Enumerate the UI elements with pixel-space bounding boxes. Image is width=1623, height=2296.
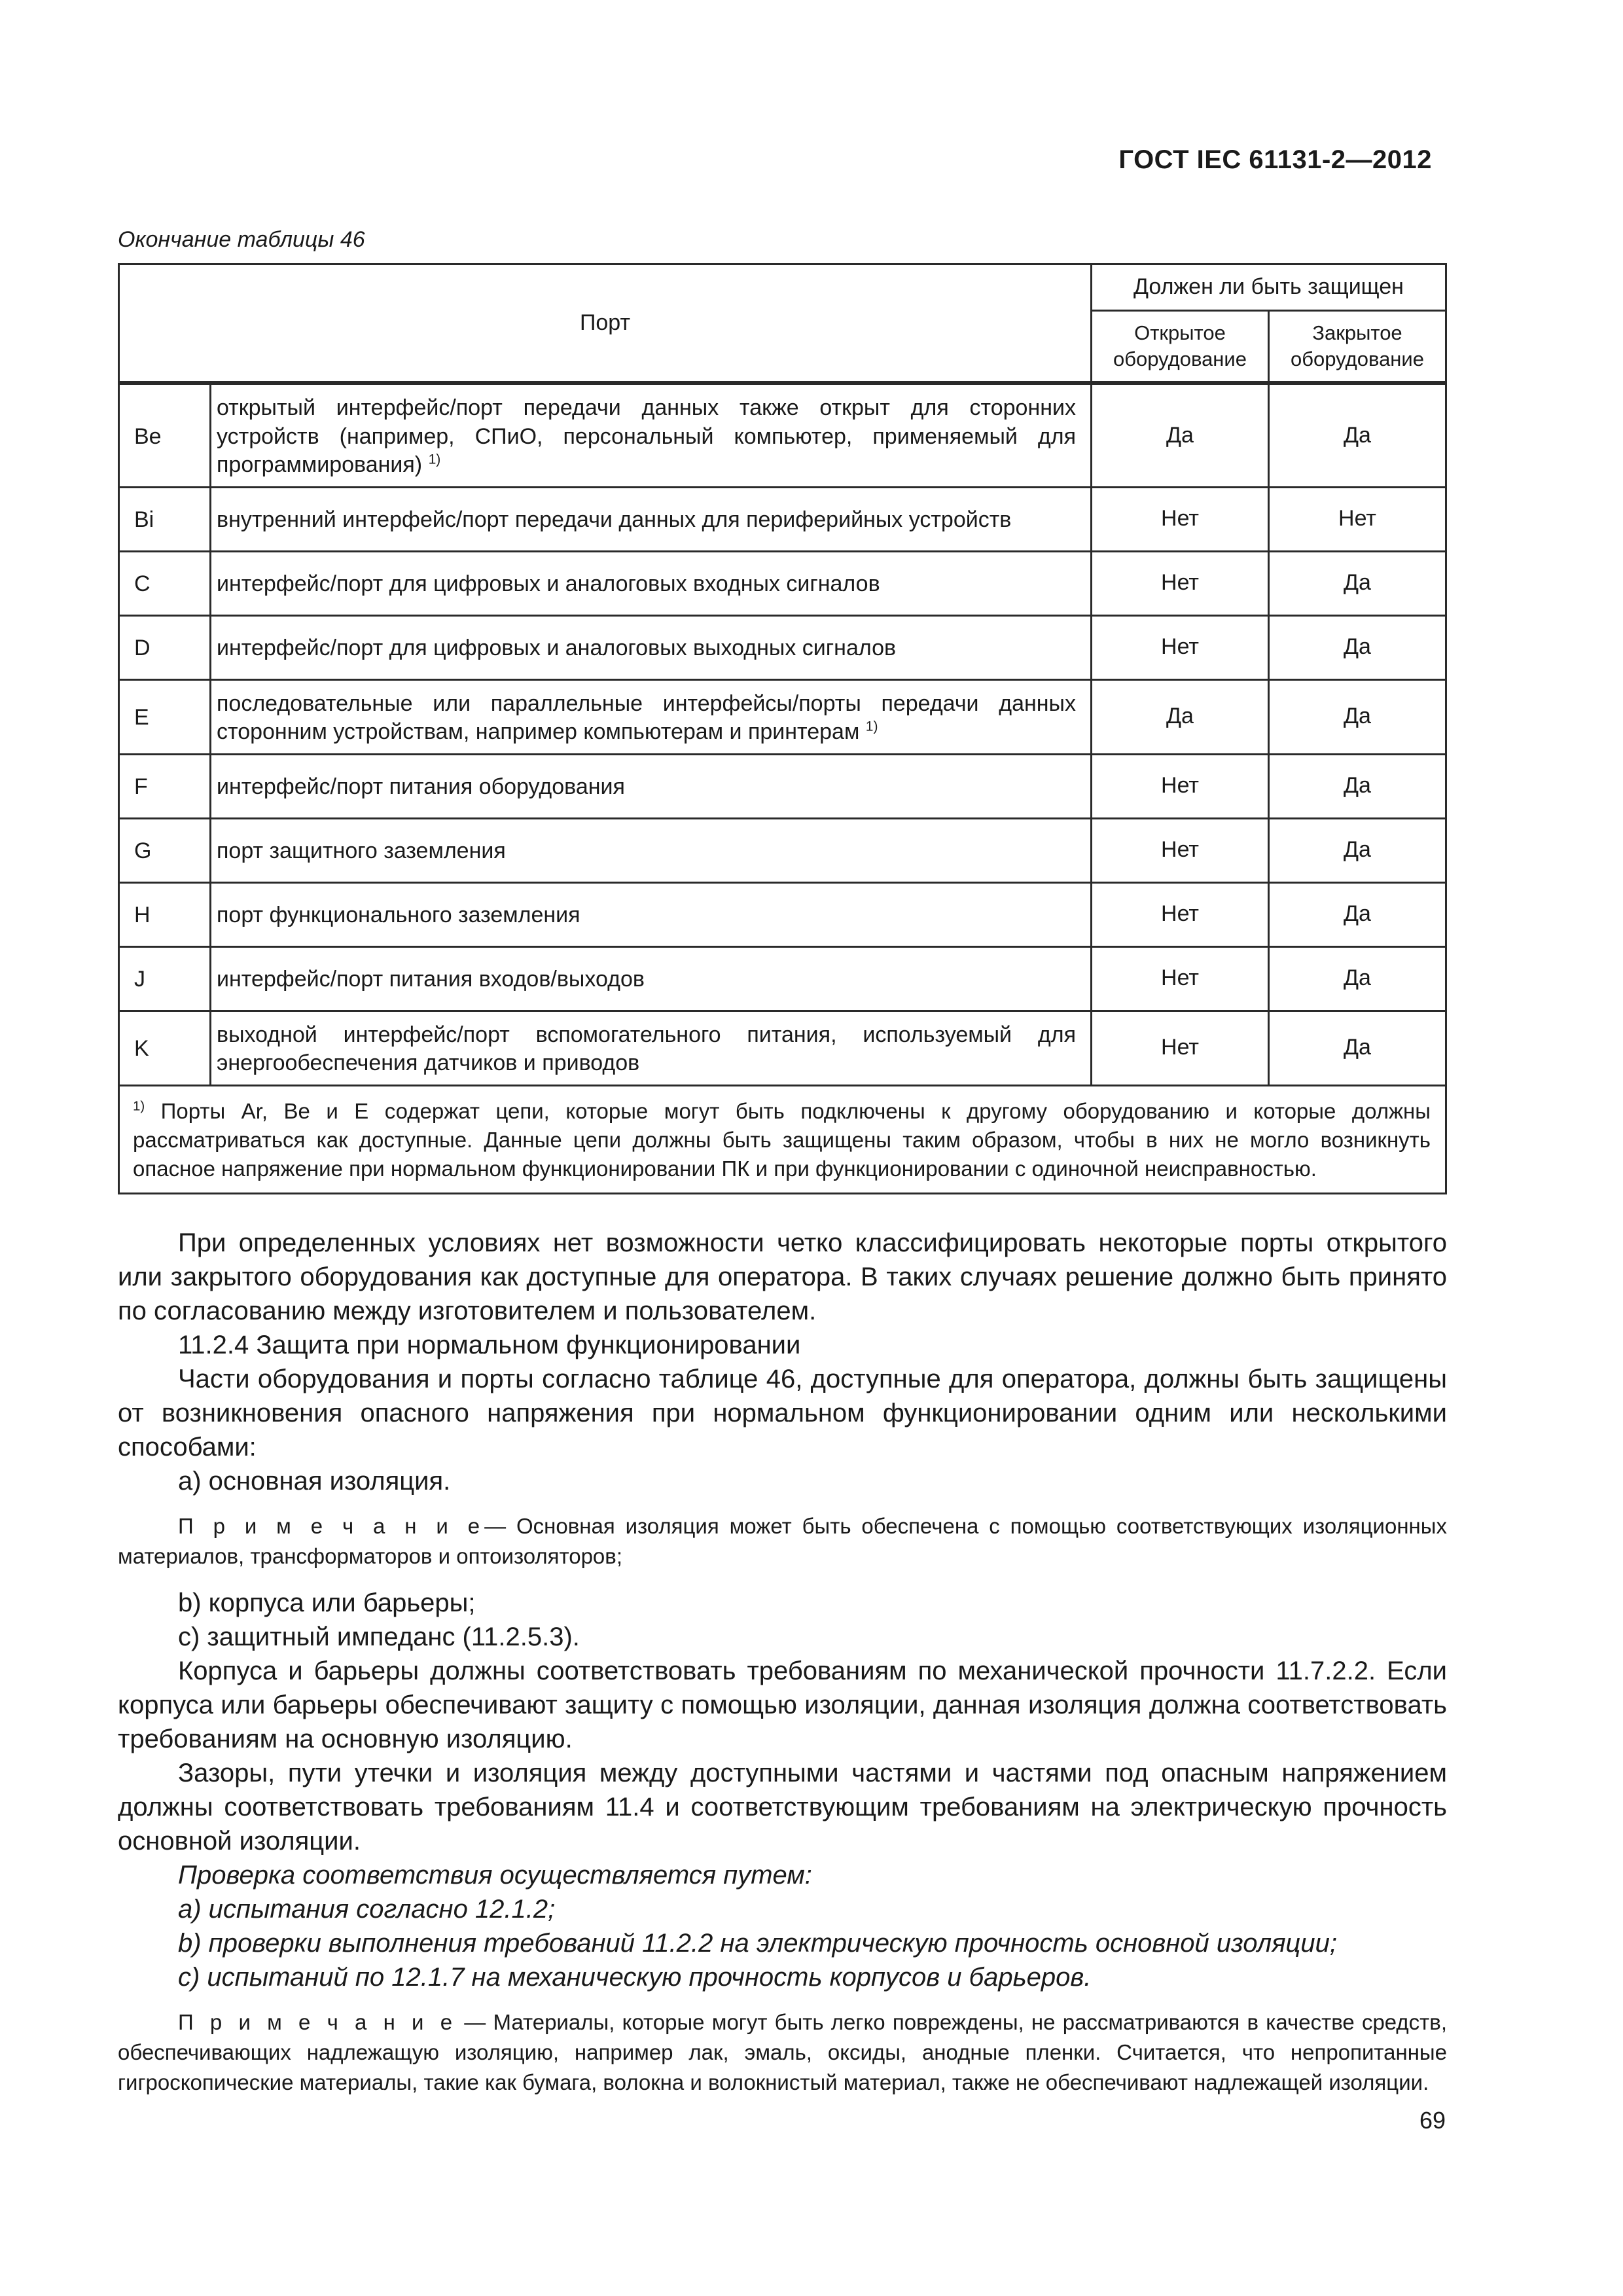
- port-description: [211, 818, 1092, 882]
- footnote-mark: 1): [133, 1098, 145, 1114]
- table-row: [119, 383, 1446, 487]
- open-equipment-value: Нет: [1092, 487, 1269, 551]
- port-description: [211, 679, 1092, 754]
- port-code: D: [119, 615, 211, 679]
- closed-equipment-value: Нет: [1269, 487, 1446, 551]
- list-item-b: b) корпуса или барьеры;: [178, 1588, 476, 1617]
- list-item-c: c) защитный импеданс (11.2.5.3).: [178, 1623, 580, 1651]
- port-description: [211, 551, 1092, 615]
- footnote-ref: 1): [865, 719, 878, 734]
- closed-equipment-value: Да: [1269, 754, 1446, 818]
- port-description-text: внутренний интерфейс/порт передачи данных для периферийных устройств: [217, 507, 1012, 533]
- closed-equipment-value: Да: [1269, 551, 1446, 615]
- closed-equipment-value: Да: [1269, 1011, 1446, 1085]
- compliance-item-c: c) испытаний по 12.1.7 на механическую прочность корпусов и барьеров.: [178, 1963, 1092, 1992]
- compliance-item-b: b) проверки выполнения требований 11.2.2 на электрическую прочность основной изоляции;: [178, 1929, 1338, 1958]
- column-header-closed-equipment: Закрытое оборудование: [1269, 311, 1446, 384]
- port-code: J: [119, 946, 211, 1011]
- port-description-text: интерфейс/порт для цифровых и аналоговых входных сигналов: [217, 571, 880, 597]
- port-description-text: порт функционального заземления: [217, 903, 580, 928]
- compliance-heading: Проверка соответствия осуществляется путем:: [178, 1861, 812, 1890]
- port-description: [211, 1011, 1092, 1085]
- port-description-text: порт защитного заземления: [217, 838, 506, 864]
- table-row: [119, 818, 1446, 882]
- port-code: K: [119, 1011, 211, 1085]
- compliance-item-a: а) испытания согласно 12.1.2;: [178, 1895, 556, 1924]
- standard-designation: ГОСТ IEC 61131-2—2012: [1118, 145, 1432, 174]
- closed-equipment-value: Да: [1269, 818, 1446, 882]
- port-description: [211, 615, 1092, 679]
- paragraph-protection: Части оборудования и порты согласно таблице 46, доступные для оператора, должны быть защищены от возникновения опасного напряжения при нормальном функционировании одним или несколькими способами:: [118, 1365, 1447, 1462]
- page-number: 69: [1419, 2107, 1446, 2134]
- table-footnote: [119, 1085, 1446, 1194]
- port-description: [211, 487, 1092, 551]
- port-code: C: [119, 551, 211, 615]
- port-code: Bi: [119, 487, 211, 551]
- open-equipment-value: Нет: [1092, 615, 1269, 679]
- table-row: [119, 679, 1446, 754]
- port-description-text: интерфейс/порт для цифровых и аналоговых выходных сигналов: [217, 636, 897, 661]
- closed-equipment-value: Да: [1269, 679, 1446, 754]
- open-equipment-value: Нет: [1092, 551, 1269, 615]
- port-description: [211, 754, 1092, 818]
- port-description-text: открытый интерфейс/порт передачи данных также открыт для сторонних устройств (например, СПиО, персональный компьютер, применяемый для программирования): [217, 395, 1076, 478]
- port-description: [211, 383, 1092, 487]
- note-label: П р и м е ч а н и е: [178, 1514, 485, 1538]
- table-row: [119, 882, 1446, 946]
- open-equipment-value: Нет: [1092, 882, 1269, 946]
- port-description: [211, 946, 1092, 1011]
- table-row: [119, 615, 1446, 679]
- paragraph-classification: При определенных условиях нет возможности четко классифицировать некоторые порты открытого или закрытого оборудования как доступные для оператора. В таких случаях решение должно быть принято по согласованию между изготовителем и пользователем.: [118, 1229, 1447, 1325]
- port-description-text: последовательные или параллельные интерфейсы/порты передачи данных сторонним устройствам, например компьютерам и принтерам: [217, 691, 1076, 745]
- port-code: H: [119, 882, 211, 946]
- note-insulation: [118, 1511, 1447, 1571]
- table-row: [119, 487, 1446, 551]
- table-row: [119, 1011, 1446, 1085]
- open-equipment-value: Нет: [1092, 946, 1269, 1011]
- port-code: E: [119, 679, 211, 754]
- table-row: [119, 551, 1446, 615]
- note-label: П р и м е ч а н и е: [178, 2010, 457, 2034]
- list-item-a: а) основная изоляция.: [178, 1467, 451, 1496]
- footnote-ref: 1): [428, 452, 441, 467]
- table-row: [119, 754, 1446, 818]
- footnote-text: Порты Ar, Be и E содержат цепи, которые могут быть подключены к другому оборудованию и которые должны рассматриваться как доступные. Данные цепи должны быть защищены таким образом, чтобы в них не могло возникнуть опасное напряжение при нормальном функционировании ПК и при функционировании с одиночной неисправностью.: [133, 1098, 1431, 1181]
- paragraph-enclosures: Корпуса и барьеры должны соответствовать требованиям по механической прочности 11.7.2.2. Если корпуса или барьеры обеспечивают защиту с помощью изоляции, данная изоляция должна соответствовать требованиям на основную изоляцию.: [118, 1657, 1447, 1753]
- port-description-text: интерфейс/порт питания оборудования: [217, 774, 625, 800]
- closed-equipment-value: Да: [1269, 615, 1446, 679]
- note-text: — Материалы, которые могут быть легко повреждены, не рассматриваются в качестве средств, обеспечивающих надлежащую изоляцию, например лак, эмаль, оксиды, анодные пленки. Считается, что непропитанные гигроскопические материалы, такие как бумага, волокна и волокнистый материал, также не обеспечивают надлежащей изоляции.: [118, 2010, 1447, 2094]
- port-description-text: интерфейс/порт питания входов/выходов: [217, 967, 645, 992]
- table-body: [119, 383, 1446, 1085]
- table-caption: Окончание таблицы 46: [118, 227, 365, 252]
- port-code: G: [119, 818, 211, 882]
- column-header-protection: Должен ли быть защищен: [1092, 264, 1446, 311]
- note-materials: [118, 2007, 1447, 2098]
- port-description: [211, 882, 1092, 946]
- open-equipment-value: Нет: [1092, 1011, 1269, 1085]
- closed-equipment-value: Да: [1269, 383, 1446, 487]
- note-text: — Основная изоляция может быть обеспечена с помощью соответствующих изоляционных материалов, трансформаторов и оптоизоляторов;: [118, 1514, 1447, 1568]
- paragraph-clearances: Зазоры, пути утечки и изоляция между доступными частями и частями под опасным напряжением должны соответствовать требованиям 11.4 и соответствующим требованиям на электрическую прочность основной изоляции.: [118, 1759, 1447, 1856]
- closed-equipment-value: Да: [1269, 946, 1446, 1011]
- column-header-open-equipment: Открытое оборудование: [1092, 311, 1269, 384]
- ports-table: [118, 263, 1447, 1194]
- closed-equipment-value: Да: [1269, 882, 1446, 946]
- body-text: [118, 1226, 1447, 2112]
- open-equipment-value: Нет: [1092, 818, 1269, 882]
- port-code: F: [119, 754, 211, 818]
- section-heading: 11.2.4 Защита при нормальном функционировании: [178, 1331, 801, 1359]
- port-code: Be: [119, 383, 211, 487]
- port-description-text: выходной интерфейс/порт вспомогательного питания, используемый для энергообеспечения датчиков и приводов: [217, 1022, 1076, 1076]
- open-equipment-value: Нет: [1092, 754, 1269, 818]
- column-header-port: Порт: [119, 264, 1092, 384]
- open-equipment-value: Да: [1092, 679, 1269, 754]
- table-row: [119, 946, 1446, 1011]
- open-equipment-value: Да: [1092, 383, 1269, 487]
